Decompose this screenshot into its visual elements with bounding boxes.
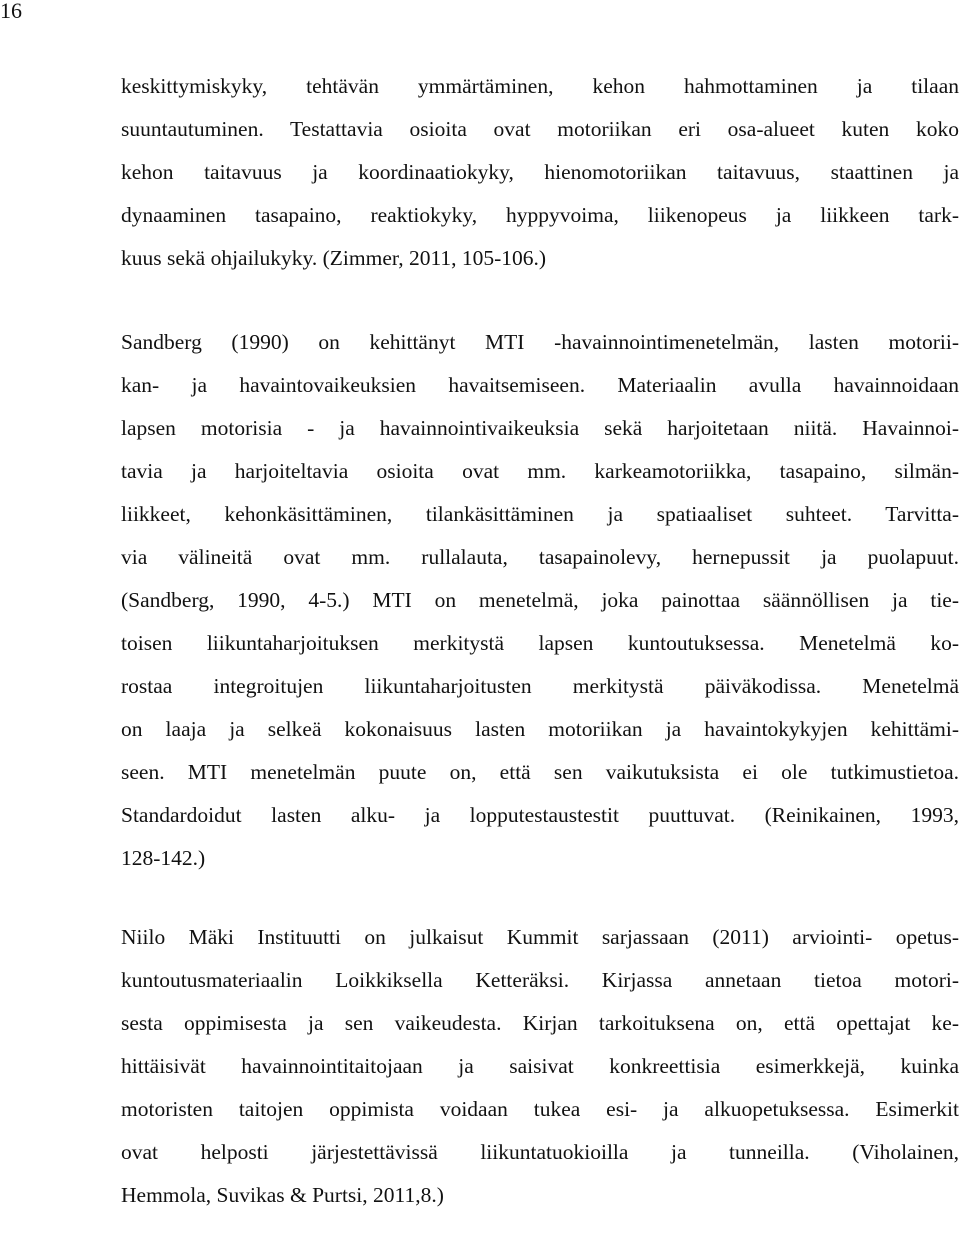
- text-line: (Sandberg, 1990, 4-5.) MTI on menetelmä, joka painottaa säännöllisen ja tie-: [121, 588, 959, 612]
- paragraph-3: [121, 916, 959, 1217]
- text-line: hittäisivät havainnointitaitojaan ja saisivat konkreettisia esimerkkejä, kuinka: [121, 1054, 959, 1078]
- text-line: toisen liikuntaharjoituksen merkitystä lapsen kuntoutuksessa. Menetelmä ko-: [121, 631, 959, 655]
- paragraph-1: [121, 65, 959, 280]
- text-line: kan- ja havaintovaikeuksien havaitsemiseen. Materiaalin avulla havainnoidaan: [121, 373, 959, 397]
- text-line: 128-142.): [121, 846, 206, 870]
- text-line: rostaa integroitujen liikuntaharjoitusten merkitystä päiväkodissa. Menetelmä: [121, 674, 959, 698]
- text-line: suuntautuminen. Testattavia osioita ovat motoriikan eri osa-alueet kuten koko: [121, 117, 959, 141]
- text-line: tavia ja harjoiteltavia osioita ovat mm. karkeamotoriikka, tasapaino, silmän-: [121, 459, 959, 483]
- text-line: dynaaminen tasapaino, reaktiokyky, hyppyvoima, liikenopeus ja liikkeen tark-: [121, 203, 959, 227]
- text-line: lapsen motorisia - ja havainnointivaikeuksia sekä harjoitetaan niitä. Havainnoi-: [121, 416, 959, 440]
- paragraph-2: [121, 321, 959, 880]
- text-line: keskittymiskyky, tehtävän ymmärtäminen, kehon hahmottaminen ja tilaan: [121, 74, 959, 98]
- text-line: kehon taitavuus ja koordinaatiokyky, hienomotoriikan taitavuus, staattinen ja: [121, 160, 959, 184]
- text-line: on laaja ja selkeä kokonaisuus lasten motoriikan ja havaintokykyjen kehittämi-: [121, 717, 959, 741]
- text-line: seen. MTI menetelmän puute on, että sen vaikutuksista ei ole tutkimustietoa.: [121, 760, 959, 784]
- text-line: ovat helposti järjestettävissä liikuntatuokioilla ja tunneilla. (Viholainen,: [121, 1140, 959, 1164]
- text-line: Sandberg (1990) on kehittänyt MTI -havainnointimenetelmän, lasten motorii-: [121, 330, 959, 354]
- text-line: Standardoidut lasten alku- ja lopputestaustestit puuttuvat. (Reinikainen, 1993,: [121, 803, 959, 827]
- page-number: 16: [0, 0, 22, 23]
- text-line: Niilo Mäki Instituutti on julkaisut Kummit sarjassaan (2011) arviointi- opetus-: [121, 925, 959, 949]
- text-line: kuus sekä ohjailukyky. (Zimmer, 2011, 105-106.): [121, 246, 547, 270]
- text-line: via välineitä ovat mm. rullalauta, tasapainolevy, hernepussit ja puolapuut.: [121, 545, 959, 569]
- text-line: liikkeet, kehonkäsittäminen, tilankäsittäminen ja spatiaaliset suhteet. Tarvitta-: [121, 502, 959, 526]
- text-line: motoristen taitojen oppimista voidaan tukea esi- ja alkuopetuksessa. Esimerkit: [121, 1097, 959, 1121]
- text-line: kuntoutusmateriaalin Loikkiksella Ketteräksi. Kirjassa annetaan tietoa motori-: [121, 968, 959, 992]
- text-line: Hemmola, Suvikas & Purtsi, 2011,8.): [121, 1183, 444, 1207]
- text-line: sesta oppimisesta ja sen vaikeudesta. Kirjan tarkoituksena on, että opettajat ke-: [121, 1011, 959, 1035]
